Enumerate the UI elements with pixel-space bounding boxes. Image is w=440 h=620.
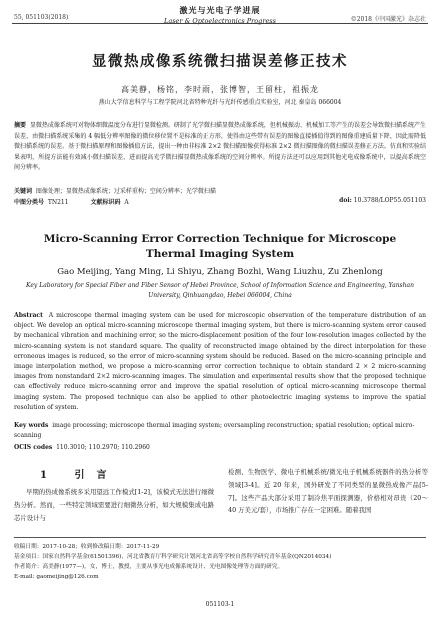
page-number: 051103-1 [205, 601, 235, 608]
title-cn: 显微热成像系统微扫描误差修正技术 [92, 53, 348, 70]
body-column-right: 检测、生物医学、微电子机械系统/微光电子机械系统器件的热分析等领域[3-4]。近 20 年来，国外研发了不同类型的显微热成像产品[5-7]。这些产品大部分采用了制冷焦平面探测器，价格相对昂贵（20～40 万美元/套），市场推广存在一定困难。随着我国 [228, 468, 428, 515]
clc-code: TN211 [47, 199, 69, 206]
ocis-codes [14, 444, 426, 451]
abstract-cn-label: 摘要 [14, 122, 27, 129]
keywords-en-label: Key words [14, 422, 49, 429]
keywords-cn-label: 关键词 [14, 188, 33, 195]
abstract-cn [14, 121, 426, 174]
section-title: 引言 [74, 470, 119, 481]
ocis-label: OCIS codes [14, 444, 53, 451]
doi[interactable] [339, 197, 426, 204]
keywords-cn-text: 图像处理；显微热成像系统；过采样重构；空间分辨率；光学微扫描 [35, 188, 216, 195]
abstract-cn-text: 显微热成像系统可对物体细微温度分布进行显微检测。研制了光学微扫描显微热成像系统，但机械振动、机械加工等产生的误差会导致微扫描系统产生误差，由微扫描系统采集的 4 幅低分辨率图像的微位移位置不是标准的正方形，使得由这些带有误差的图像直接插值得到的图像重建质量下降，因此需降低微扫描系统的误差。基于微扫描原理和图像插值方法，提出一种由非标准 2×2 微扫描图像获得标准 2×2 微扫描图像的微扫描误差修正方法。仿真和实验结果表明，所提方法能有效减小微扫描误差，进而提高光学微扫描显微热成像系统的空间分辨率。所提方法还可以应用到其他光电成像系统中，以提高系统空间分辨率。 [14, 122, 426, 172]
journal-name-en: Laser & Optoelectronics Progress [164, 17, 276, 25]
section-number: 1 [40, 470, 59, 481]
doi-label: doi: [339, 197, 352, 204]
footnote-author: 作者简介：高美静(1977—)，女，博士，教授，主要从事光电成像系统设计、光电图像处理等方面的研究。 [14, 564, 284, 570]
doc-code-label: 文献标识码 [90, 199, 121, 206]
header-left: 55, 051103(2018) [14, 14, 69, 21]
header-rule [12, 23, 428, 24]
journal-name-cn: 激光与光电子学进展 [179, 5, 261, 15]
affiliation-cn: 燕山大学信息科学与工程学院河北省特种光纤与光纤传感重点实验室，河北 秦皇岛 066004 [98, 99, 342, 106]
keywords-en [14, 421, 426, 441]
keywords-cn [14, 186, 426, 195]
footnote-rule [14, 537, 426, 538]
authors-en: Gao Meijing, Yang Ming, Li Shiyu, Zhang Bozhi, Wang Liuzhu, Zu Zhenlong [57, 267, 383, 277]
section-heading [40, 466, 118, 481]
affiliation-en: Key Laboratory for Special Fiber and Fiber Sensor of Hebei Province, School of Information Science and Engineering, Yanshan University, Qinhuangdao, Hebei 066004, China [26, 282, 414, 299]
footnote-funding: 基金项目：国家自然科学基金(61501396)、河北省教育厅科学研究计划河北省高等学校自然科学研究青年基金(QN2014034) [14, 554, 332, 560]
authors-cn: 高美静，杨铭，李时雨，张博智，王留柱，祖振龙 [121, 85, 319, 94]
keywords-en-text: image processing; microscope thermal imaging system; oversampling reconstruction; spatial resolution; optical micro-scanning [14, 422, 415, 439]
doc-code: A [124, 199, 129, 206]
abstract-en-label: Abstract [14, 312, 43, 319]
abstract-en-text: A microscope thermal imaging system can be used for microscopic observation of the temperature distribution of an object. We develop an optical micro-scanning microscope thermal imaging system, but there is micro-scanning system error caused by mechanical vibration and machining error, so the micro-displacement position of the four low-resolution images collected by the micro-scanning system is not standard square. The quality of reconstructed image obtained by the direct interpolation for these erroneous images is reduced, so the error of micro-scanning system should be reduced. Based on the micro-scanning principle and image interpolation method, we propose a micro-scanning error correction technique to obtain standard 2 × 2 micro-scanning images from nonstandard 2×2 micro-scanning images. The simulation and experimental results show that the proposed technique can effectively reduce micro-scanning error and improve the spatial resolution of optical micro-scanning microscope thermal imaging system. The proposed technique can also be applied to other photoelectric imaging systems to improve the spatial resolution of system. [14, 312, 426, 411]
footnote-email[interactable]: E-mail: gaomeijing@126.com [14, 574, 99, 580]
footnotes [14, 542, 426, 582]
title-en: Micro-Scanning Error Correction Technique for Microscope Thermal Imaging System [43, 233, 397, 260]
doi-value: 10.3788/LOP55.051103 [353, 197, 426, 204]
body-column-left: 早期的热成像系统多采用望远工作模式[1-2]，该模式无法进行细微热分析。然而，一些特定领域需要进行细微热分析，如大规模集成电路芯片设计与 [14, 488, 214, 522]
clc-label: 中图分类号 [14, 199, 45, 206]
header-copyright: ©2018《中国激光》杂志社 [350, 16, 426, 23]
abstract-en [14, 311, 426, 413]
ocis-text: 110.3010; 110.2970; 110.2960 [56, 444, 150, 451]
footnote-received: 收稿日期：2017-10-28；收到修改稿日期：2017-11-29 [14, 544, 160, 550]
